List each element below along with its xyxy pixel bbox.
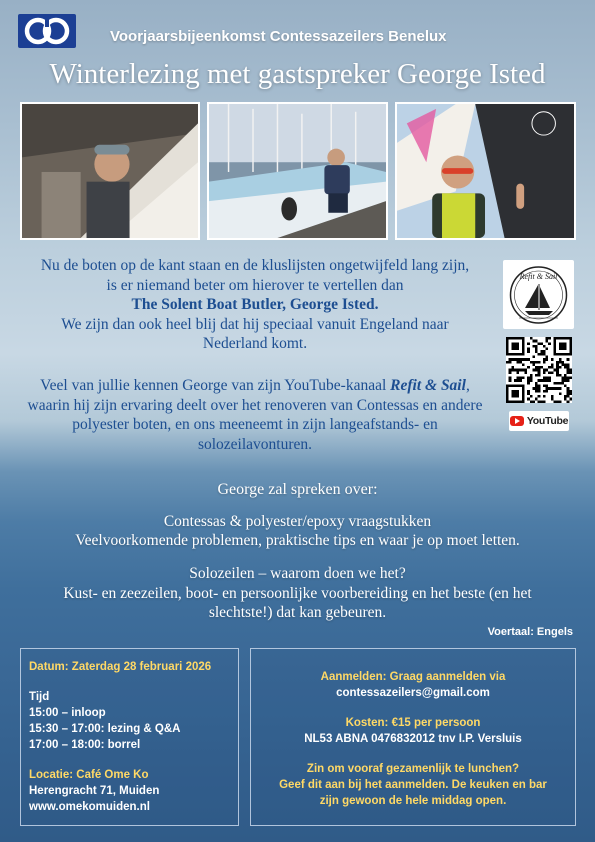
contessa-logo <box>18 14 76 48</box>
photo-george-sailing <box>395 102 576 240</box>
lunch-question: Zin om vooraf gezamenlijk te lunchen? <box>306 763 520 775</box>
location-website-link[interactable]: www.omekomuiden.nl <box>29 801 150 813</box>
sailboat-logo-icon <box>503 260 574 329</box>
registration-box <box>250 648 576 826</box>
location-name: Locatie: Café Ome Ko <box>29 769 149 781</box>
intro-line-4: Nederland komt. <box>202 335 308 352</box>
event-series-title: Voorjaarsbijeenkomst Contessazeilers Benelux <box>110 28 447 45</box>
topics-heading: George zal spreken over: <box>217 481 378 498</box>
bank-account: NL53 ABNA 0476832012 tnv I.P. Versluis <box>304 733 522 745</box>
event-details-box <box>20 648 239 826</box>
youtube-para-suffix: , waarin hij zijn ervaring deelt over het renoveren van Contessas en andere polyester boten, en ons meeneemt in zijn langeafstands- en solozeilavonturen. <box>27 377 483 453</box>
lunch-line-3: zijn gewoon de hele middag open. <box>319 795 507 807</box>
intro-paragraph <box>20 256 490 354</box>
cost-text: Kosten: €15 per persoon <box>345 717 481 729</box>
topic-1-title: Contessas & polyester/epoxy vraagstukken <box>163 513 432 530</box>
intro-line-3: We zijn dan ook heel blij dat hij speciaal vanuit Engeland naar <box>61 315 449 333</box>
photo-george-on-pontoon <box>207 102 388 240</box>
co-logo-icon <box>18 14 76 48</box>
signup-text: Aanmelden: Graag aanmelden via <box>320 671 506 683</box>
refit-logo-text: Refit & Sail <box>519 272 558 281</box>
intro-line-1: Nu de boten op de kant staan en de kluslijsten ongetwijfeld lang zijn, <box>40 257 470 274</box>
topic-1-description: Veelvoorkomende problemen, praktische tips en waar je op moet letten. <box>75 532 520 549</box>
youtube-play-icon <box>510 416 524 426</box>
refit-and-sail-logo <box>503 260 574 329</box>
topic-2-title: Solozeilen – waarom doen we het? <box>189 565 406 582</box>
time-slot-3: 17:00 – 18:00: borrel <box>29 739 141 751</box>
language-note: Voertaal: Engels <box>487 626 573 638</box>
page-title: Winterlezing met gastspreker George Isted <box>49 58 546 90</box>
time-slot-2: 15:30 – 17:00: lezing & Q&A <box>29 723 181 735</box>
topic-2-description: Kust- en zeezeilen, boot- en persoonlijke voorbereiding en het beste (en het slechtste!) dat kan gebeuren. <box>63 585 532 621</box>
photo-george-under-boat <box>20 102 200 240</box>
event-date: Datum: Zaterdag 28 februari 2026 <box>29 661 212 673</box>
time-label: Tijd <box>29 691 50 703</box>
youtube-qr-code[interactable] <box>506 337 572 403</box>
youtube-label: YouTube <box>526 415 569 427</box>
time-slot-1: 15:00 – inloop <box>29 707 106 719</box>
youtube-channel-paragraph <box>20 376 490 454</box>
youtube-badge[interactable] <box>509 411 569 431</box>
intro-line-2: is er niemand beter om hierover te vertellen dan <box>106 276 404 294</box>
channel-name: Refit & Sail <box>390 377 466 394</box>
speaker-name: The Solent Boat Butler, George Isted. <box>131 296 379 313</box>
signup-email-link[interactable]: contessazeilers@gmail.com <box>336 687 490 699</box>
youtube-para-prefix: Veel van jullie kennen George van zijn YouTube-kanaal <box>40 377 391 394</box>
lunch-line-2: Geef dit aan bij het aanmelden. De keuken en bar <box>279 779 547 791</box>
location-address: Herengracht 71, Muiden <box>29 785 160 797</box>
